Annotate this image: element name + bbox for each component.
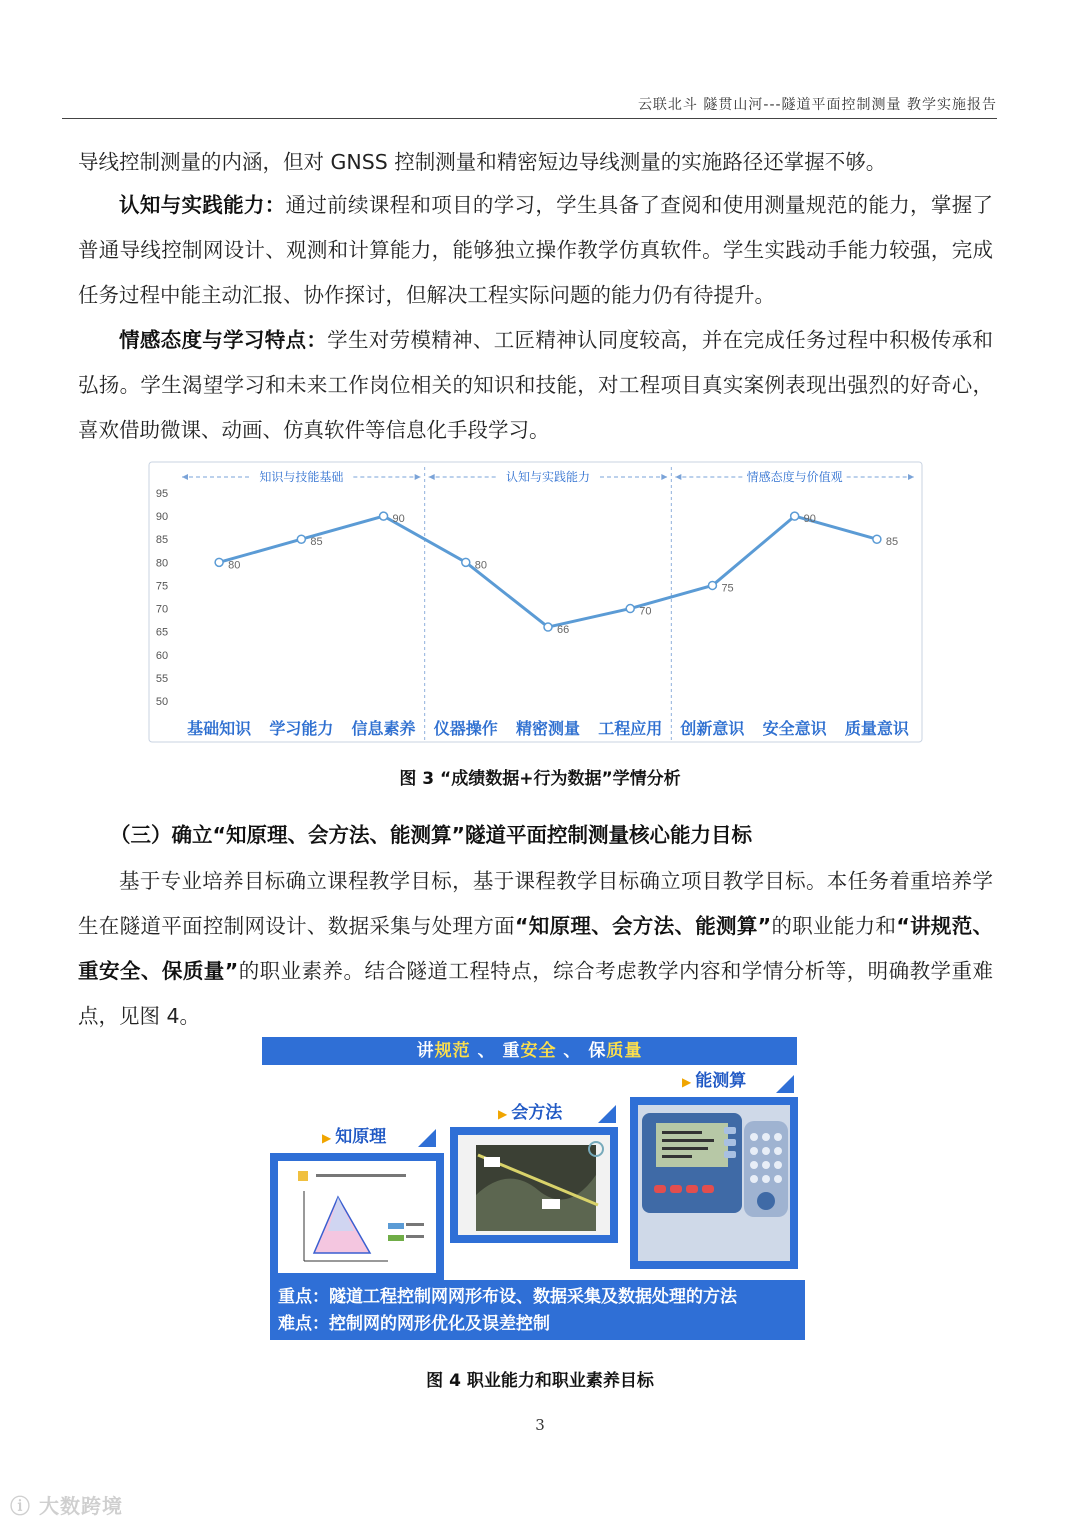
data-point	[708, 581, 716, 589]
series-line	[219, 516, 877, 627]
tab-calc-label: 能测算	[695, 1071, 747, 1091]
y-tick-label: 80	[155, 557, 169, 570]
card-know	[270, 1153, 444, 1281]
arrow-left-icon	[675, 474, 681, 480]
triangle-icon: ▶	[682, 1075, 692, 1089]
y-tick-label: 60	[155, 649, 169, 662]
figure-4-caption: 图 4 职业能力和职业素养目标	[426, 1371, 654, 1391]
data-label: 75	[721, 582, 734, 595]
paragraph-4-part-a: 基于专业培养目标确立课程教学目标，基于课程教学目标确立项目教学目标。本任务着重培养学生在隧道平面控制网设计、数据采集与处理方面	[78, 869, 993, 938]
y-tick-label: 75	[155, 580, 169, 593]
data-label: 80	[474, 559, 488, 572]
banner-sep-2: 、	[556, 1041, 589, 1061]
triangle-icon: ▶	[498, 1107, 508, 1121]
total-station-screen-icon	[638, 1105, 790, 1261]
banner-highlight-1: 规范	[434, 1041, 471, 1061]
tab-method-label: 会方法	[511, 1103, 563, 1123]
banner-word-2: 重	[502, 1041, 521, 1061]
data-point	[297, 535, 305, 543]
data-point	[791, 512, 799, 520]
literacy-banner	[262, 1037, 797, 1065]
x-category-label: 精密测量	[515, 719, 581, 738]
terrain-map-icon	[458, 1135, 610, 1235]
x-category-label: 基础知识	[187, 719, 252, 738]
paragraph-4-bold-1: “知原理、会方法、能测算”	[514, 914, 772, 938]
group-header-label: 情感态度与价值观	[746, 470, 843, 484]
watermark-text: 大数跨境	[38, 1494, 123, 1518]
data-point	[544, 623, 552, 631]
data-label: 85	[310, 536, 323, 549]
group-header-label: 知识与技能基础	[259, 470, 344, 484]
paragraph-1: 导线控制测量的内涵，但对 GNSS 控制测量和精密短边导线测量的实施路径还掌握不够。	[78, 150, 887, 174]
y-tick-label: 85	[155, 534, 169, 547]
y-tick-label: 95	[155, 488, 169, 500]
tab-calc	[682, 1068, 746, 1094]
paragraph-4-part-c: 的职业能力和	[771, 914, 897, 938]
arrow-right-icon	[908, 474, 914, 480]
page-header: 云联北斗 隧贯山河---隧道平面控制测量 教学实施报告	[637, 97, 997, 113]
x-category-label: 仪器操作	[433, 719, 498, 738]
paragraph-4	[78, 859, 993, 1039]
corner-decoration	[598, 1105, 616, 1123]
card-method-image	[458, 1135, 610, 1235]
card-method	[450, 1127, 618, 1243]
tab-know-label: 知原理	[335, 1127, 387, 1147]
banner-sep-1: 、	[470, 1041, 503, 1061]
banner-word-3: 保	[588, 1041, 607, 1061]
difficult-point: 难点：控制网的网形优化及误差控制	[278, 1314, 550, 1334]
corner-decoration	[418, 1129, 436, 1147]
paragraph-3-heading: 情感态度与学习特点：	[119, 328, 328, 352]
paragraph-3	[78, 318, 993, 453]
arrow-right-icon	[661, 474, 667, 480]
x-category-label: 工程应用	[598, 719, 663, 738]
banner-word-1: 讲	[416, 1041, 435, 1061]
x-category-label: 质量意识	[844, 719, 909, 738]
key-difficult-points	[270, 1280, 805, 1340]
data-point	[626, 605, 634, 613]
data-point	[380, 512, 388, 520]
tab-method	[498, 1100, 562, 1126]
figure-4	[262, 1037, 807, 1342]
watermark	[10, 1490, 123, 1519]
arrow-left-icon	[182, 474, 188, 480]
x-category-label: 学习能力	[269, 719, 334, 738]
page-number: 3	[535, 1416, 545, 1434]
data-point	[462, 558, 470, 566]
card-calc-image	[638, 1105, 790, 1261]
y-tick-label: 90	[155, 511, 169, 524]
data-label: 80	[228, 559, 241, 572]
paragraph-3-body: 学生对劳模精神、工匠精神认同度较高，并在完成任务过程中积极传承和弘扬。学生渴望学习和未来工作岗位相关的知识和技能，对工程项目真实案例表现出强烈的好奇心，喜欢借助微课、动画、仿真软件等信息化手段学习。	[78, 328, 993, 442]
x-category-label: 创新意识	[680, 719, 745, 738]
card-calc	[630, 1097, 798, 1269]
corner-decoration	[776, 1075, 794, 1093]
y-tick-label: 55	[155, 672, 169, 685]
chart-frame	[149, 462, 922, 742]
tab-know	[322, 1124, 386, 1150]
paragraph-2-body: 通过前续课程和项目的学习，学生具备了查阅和使用测量规范的能力，掌握了普通导线控制网设计、观测和计算能力，能够独立操作教学仿真软件。学生实践动手能力较强，完成任务过程中能主动汇报、协作探讨，但解决工程实际问题的能力仍有待提升。	[78, 193, 994, 307]
banner-highlight-3: 质量	[606, 1041, 643, 1061]
header-rule	[62, 118, 997, 119]
arrow-right-icon	[415, 474, 421, 480]
triangle-diagram-icon	[278, 1161, 436, 1273]
banner-highlight-2: 安全	[520, 1041, 557, 1061]
section-3-title: （三）确立“知原理、会方法、能测算”隧道平面控制测量核心能力目标	[110, 823, 752, 847]
triangle-icon: ▶	[322, 1131, 332, 1145]
learning-analysis-chart	[148, 461, 923, 743]
paragraph-2-heading: 认知与实践能力：	[119, 193, 286, 217]
group-header-label: 认知与实践能力	[505, 470, 591, 484]
figure-3-caption: 图 3 “成绩数据+行为数据”学情分析	[399, 769, 681, 789]
data-label: 85	[885, 536, 899, 549]
x-category-label: 安全意识	[762, 719, 827, 738]
paragraph-4-part-d: 的职业素养。结合隧道工程特点，综合考虑教学内容和学情分析等，明确教学重难点，见图 4。	[78, 959, 993, 1028]
data-point	[215, 558, 223, 566]
data-label: 90	[392, 513, 405, 526]
y-tick-label: 65	[155, 626, 169, 639]
paragraph-4-bold-2: “讲规范、重安全、保质量”	[78, 914, 994, 983]
x-category-label: 信息素养	[351, 719, 416, 738]
paragraph-2	[78, 183, 993, 318]
key-point: 重点：隧道工程控制网网形布设、数据采集及数据处理的方法	[278, 1287, 737, 1307]
card-know-image	[278, 1161, 436, 1273]
y-tick-label: 50	[155, 696, 169, 708]
data-label: 90	[803, 513, 816, 526]
y-tick-label: 70	[155, 603, 169, 616]
chart-svg	[148, 461, 923, 743]
data-point	[873, 535, 881, 543]
data-label: 70	[639, 605, 652, 618]
data-label: 66	[557, 624, 570, 637]
arrow-left-icon	[429, 474, 435, 480]
watermark-logo-icon: ⓘ	[10, 1494, 31, 1518]
